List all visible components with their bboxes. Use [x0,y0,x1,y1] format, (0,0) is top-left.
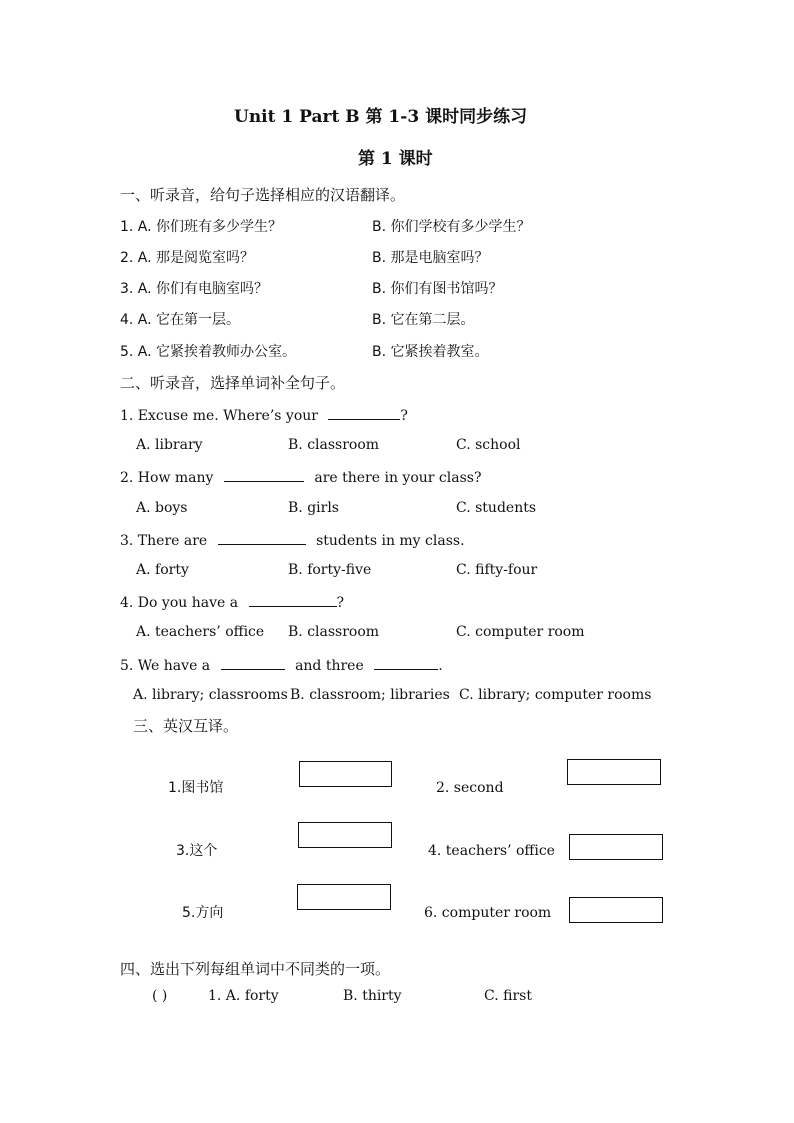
s2-q4-option-c: C. computer room [456,624,585,640]
s3-item-1: 1.图书馆 [168,780,224,796]
s2-q1-option-c: C. school [456,437,521,453]
s4-q1-option-a: 1. A. forty [208,988,279,1004]
s1-q3-option-a: 3. A. 你们有电脑室吗？ [120,281,269,297]
s2-q2-sentence [120,467,481,487]
s3-answer-box-4[interactable] [569,834,663,860]
s3-item-5: 5.方向 [182,905,224,921]
s2-q3-blank[interactable] [218,530,306,545]
s1-q2-option-b: B. 那是电脑室吗？ [372,250,489,266]
lesson-subtitle: 第 1 课时 [358,149,433,169]
s2-q5-middle: and three [295,658,364,674]
s3-item-3: 3.这个 [176,843,218,859]
s2-q1-blank[interactable] [328,405,400,420]
s3-item-4: 4. teachers’ office [428,843,555,859]
s2-q5-blank-2[interactable] [374,655,438,670]
s3-answer-box-6[interactable] [569,897,663,923]
s4-q1-answer-paren[interactable]: ( ) [152,988,168,1004]
s2-q3-text: 3. There are [120,533,208,549]
section2-heading: 二、听录音，选择单词补全句子。 [120,374,346,392]
s2-q1-text: 1. Excuse me. Where’s your [120,408,318,424]
s2-q5-option-b: B. classroom; libraries [290,687,450,703]
s3-answer-box-5[interactable] [297,884,391,910]
s2-q3-end: students in my class. [316,533,465,549]
s2-q3-option-b: B. forty-five [288,562,372,578]
s2-q4-option-b: B. classroom [288,624,380,640]
s1-q5-option-a: 5. A. 它紧挨着教师办公室。 [120,344,297,360]
section4-heading: 四、选出下列每组单词中不同类的一项。 [120,960,391,978]
s1-q2-option-a: 2. A. 那是阅览室吗？ [120,250,255,266]
s2-q2-option-b: B. girls [288,500,339,516]
s2-q5-text: 5. We have a [120,658,211,674]
s3-answer-box-1[interactable] [299,761,392,787]
section1-heading: 一、听录音，给句子选择相应的汉语翻译。 [120,186,406,204]
s1-q5-option-b: B. 它紧挨着教室。 [372,344,489,360]
s2-q2-option-a: A. boys [136,500,188,516]
s3-item-2: 2. second [436,780,504,796]
s2-q3-option-c: C. fifty-four [456,562,538,578]
s2-q5-blank-1[interactable] [221,655,285,670]
s3-item-6: 6. computer room [424,905,552,921]
s1-q4-option-a: 4. A. 它在第一层。 [120,312,241,328]
s2-q1-option-a: A. library [136,437,203,453]
s1-q3-option-b: B. 你们有图书馆吗？ [372,281,503,297]
s2-q4-end: ? [336,595,345,611]
s2-q2-option-c: C. students [456,500,537,516]
s2-q1-option-b: B. classroom [288,437,380,453]
s2-q4-text: 4. Do you have a [120,595,239,611]
s3-answer-box-3[interactable] [298,822,392,848]
page-title: Unit 1 Part B 第 1-3 课时同步练习 [234,107,528,127]
s2-q4-sentence [120,592,344,612]
s3-answer-box-2[interactable] [567,759,661,785]
section3-heading: 三、英汉互译。 [133,717,239,735]
s2-q3-sentence [120,530,465,550]
s2-q4-option-a: A. teachers’ office [136,624,265,640]
s2-q5-option-a: A. library; classrooms [133,687,288,703]
s4-q1-option-c: C. first [484,988,532,1004]
s2-q5-sentence [120,655,443,675]
s2-q1-end: ? [400,408,408,424]
s2-q1-sentence [120,405,408,425]
s1-q1-option-b: B. 你们学校有多少学生？ [372,219,531,235]
s2-q2-blank[interactable] [224,467,304,482]
s2-q4-blank[interactable] [249,592,337,607]
s1-q4-option-b: B. 它在第二层。 [372,312,475,328]
s1-q1-option-a: 1. A. 你们班有多少学生？ [120,219,283,235]
s2-q5-end: . [438,658,443,674]
s2-q2-end: are there in your class? [314,470,482,486]
s4-q1-option-b: B. thirty [343,988,402,1004]
s2-q2-text: 2. How many [120,470,214,486]
s2-q3-option-a: A. forty [136,562,189,578]
s2-q5-option-c: C. library; computer rooms [459,687,652,703]
